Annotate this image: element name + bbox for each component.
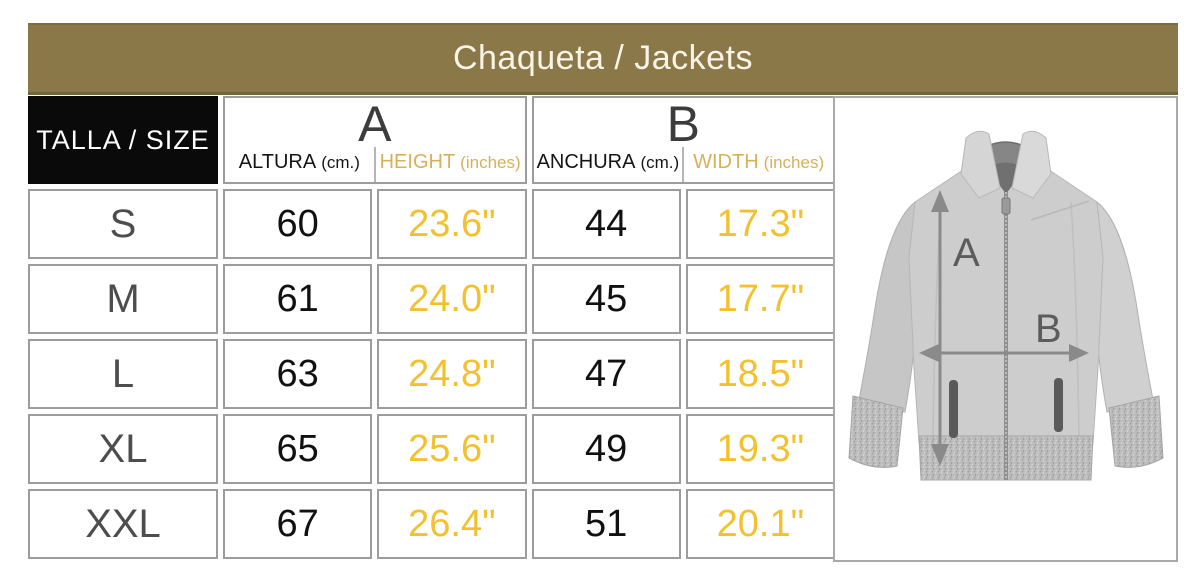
size-table: [28, 96, 835, 559]
jacket-figure-panel: [833, 96, 1178, 562]
width-in-value: 17.7": [686, 264, 835, 334]
anchura-cm-header: ANCHURA (cm.): [536, 151, 680, 173]
jacket-illustration: [835, 98, 1176, 560]
table-row: [28, 189, 835, 259]
jacket-zipper-pull: [1002, 198, 1010, 214]
height-cm-value: 60: [223, 189, 372, 259]
height-in-value: 25.6": [377, 414, 526, 484]
width-cm-value: 45: [532, 264, 681, 334]
width-in-value: 20.1": [686, 489, 835, 559]
table-header-row: [28, 96, 835, 184]
height-in-value: 24.8": [377, 339, 526, 409]
height-in-value: 24.0": [377, 264, 526, 334]
width-inches-header: WIDTH (inches): [682, 147, 833, 182]
title-banner: [28, 23, 1178, 95]
page-title: Chaqueta / Jackets: [452, 39, 754, 77]
jacket-right-cuff: [1109, 396, 1163, 467]
height-cm-value: 65: [223, 414, 372, 484]
header-group-a: [223, 96, 527, 184]
dimension-b-letter: B: [666, 96, 700, 152]
jacket-left-sleeve: [859, 202, 919, 412]
width-cm-value: 47: [532, 339, 681, 409]
width-in-value: 18.5": [686, 339, 835, 409]
jacket-left-cuff: [849, 396, 903, 467]
height-in-value: 23.6": [377, 189, 526, 259]
size-label: XL: [28, 414, 218, 484]
width-cm-value: 44: [532, 189, 681, 259]
height-cm-value: 63: [223, 339, 372, 409]
size-label: L: [28, 339, 218, 409]
size-label: S: [28, 189, 218, 259]
size-header-cell: [28, 96, 218, 184]
height-cm-value: 61: [223, 264, 372, 334]
size-header-label: TALLA / SIZE: [36, 124, 210, 155]
width-cm-value: 49: [532, 414, 681, 484]
table-row: [28, 264, 835, 334]
width-in-value: 19.3": [686, 414, 835, 484]
header-group-b: [532, 96, 836, 184]
dimension-a-letter: A: [358, 96, 392, 152]
height-cm-value: 67: [223, 489, 372, 559]
size-label: M: [28, 264, 218, 334]
table-row: [28, 339, 835, 409]
width-in-value: 17.3": [686, 189, 835, 259]
group-a-sublabels: [225, 147, 525, 182]
altura-cm-header: ALTURA (cm.): [238, 151, 360, 173]
jacket-pocket-zip-left: [949, 380, 958, 438]
group-b-sublabels: [534, 147, 834, 182]
dimension-a-label: A: [953, 231, 980, 275]
jacket-pocket-zip-right: [1054, 378, 1063, 432]
dimension-b-label: B: [1035, 307, 1062, 351]
height-in-value: 26.4": [377, 489, 526, 559]
height-inches-header: HEIGHT (inches): [374, 147, 525, 182]
jacket-right-sleeve: [1093, 202, 1153, 412]
size-label: XXL: [28, 489, 218, 559]
table-row: [28, 489, 835, 559]
table-row: [28, 414, 835, 484]
width-cm-value: 51: [532, 489, 681, 559]
